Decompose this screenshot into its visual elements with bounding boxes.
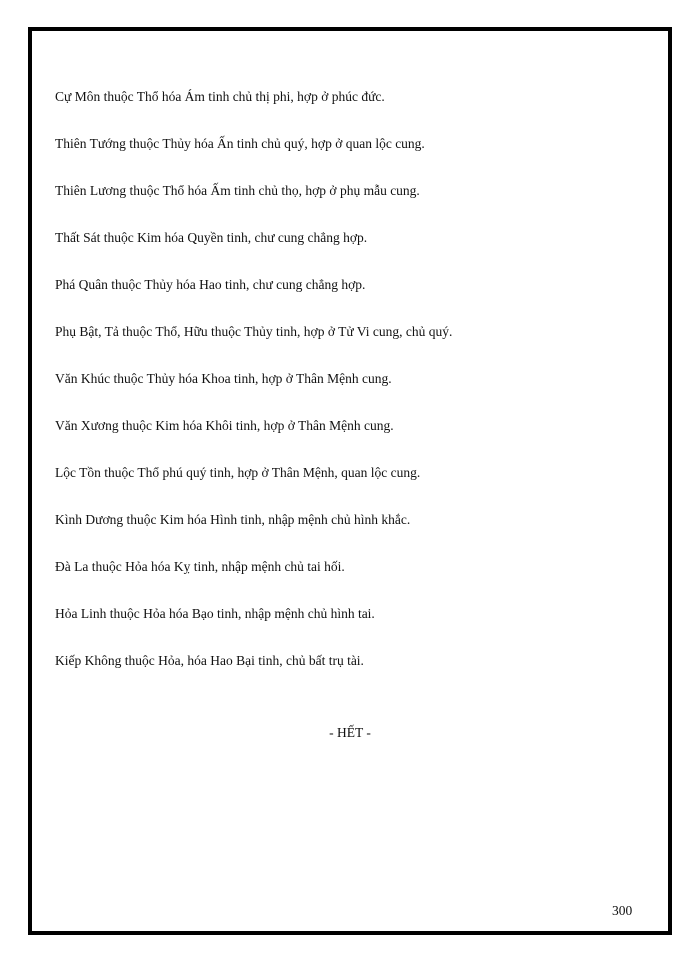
text-line: Đà La thuộc Hỏa hóa Kỵ tinh, nhập mệnh chủ tai hối. (55, 559, 345, 574)
text-line: Phá Quân thuộc Thủy hóa Hao tinh, chư cung chẳng hợp. (55, 277, 366, 292)
text-line: Thiên Lương thuộc Thổ hóa Ấm tinh chủ thọ, hợp ở phụ mẫu cung. (55, 183, 420, 198)
page-border (28, 27, 672, 935)
text-line: Văn Xương thuộc Kim hóa Khôi tinh, hợp ở Thân Mệnh cung. (55, 418, 394, 433)
end-marker: - HẾT - (329, 725, 371, 740)
page-number: 300 (612, 903, 633, 918)
text-line: Kiếp Không thuộc Hỏa, hóa Hao Bại tinh, chủ bất trụ tài. (55, 653, 364, 668)
text-line: Thất Sát thuộc Kim hóa Quyền tinh, chư cung chẳng hợp. (55, 230, 368, 245)
text-line: Cự Môn thuộc Thổ hóa Ám tinh chủ thị phi, hợp ở phúc đức. (55, 89, 385, 104)
text-line: Văn Khúc thuộc Thủy hóa Khoa tinh, hợp ở Thân Mệnh cung. (55, 371, 392, 386)
text-line: Phụ Bật, Tả thuộc Thổ, Hữu thuộc Thủy tinh, hợp ở Tử Vi cung, chủ quý. (55, 324, 453, 339)
text-line: Thiên Tướng thuộc Thủy hóa Ấn tinh chủ quý, hợp ở quan lộc cung. (55, 136, 425, 151)
text-line: Lộc Tồn thuộc Thổ phú quý tinh, hợp ở Thân Mệnh, quan lộc cung. (55, 465, 421, 480)
text-line: Kình Dương thuộc Kim hóa Hình tinh, nhập mệnh chủ hình khắc. (55, 512, 411, 527)
text-line: Hỏa Linh thuộc Hỏa hóa Bạo tinh, nhập mệnh chủ hình tai. (55, 606, 375, 621)
